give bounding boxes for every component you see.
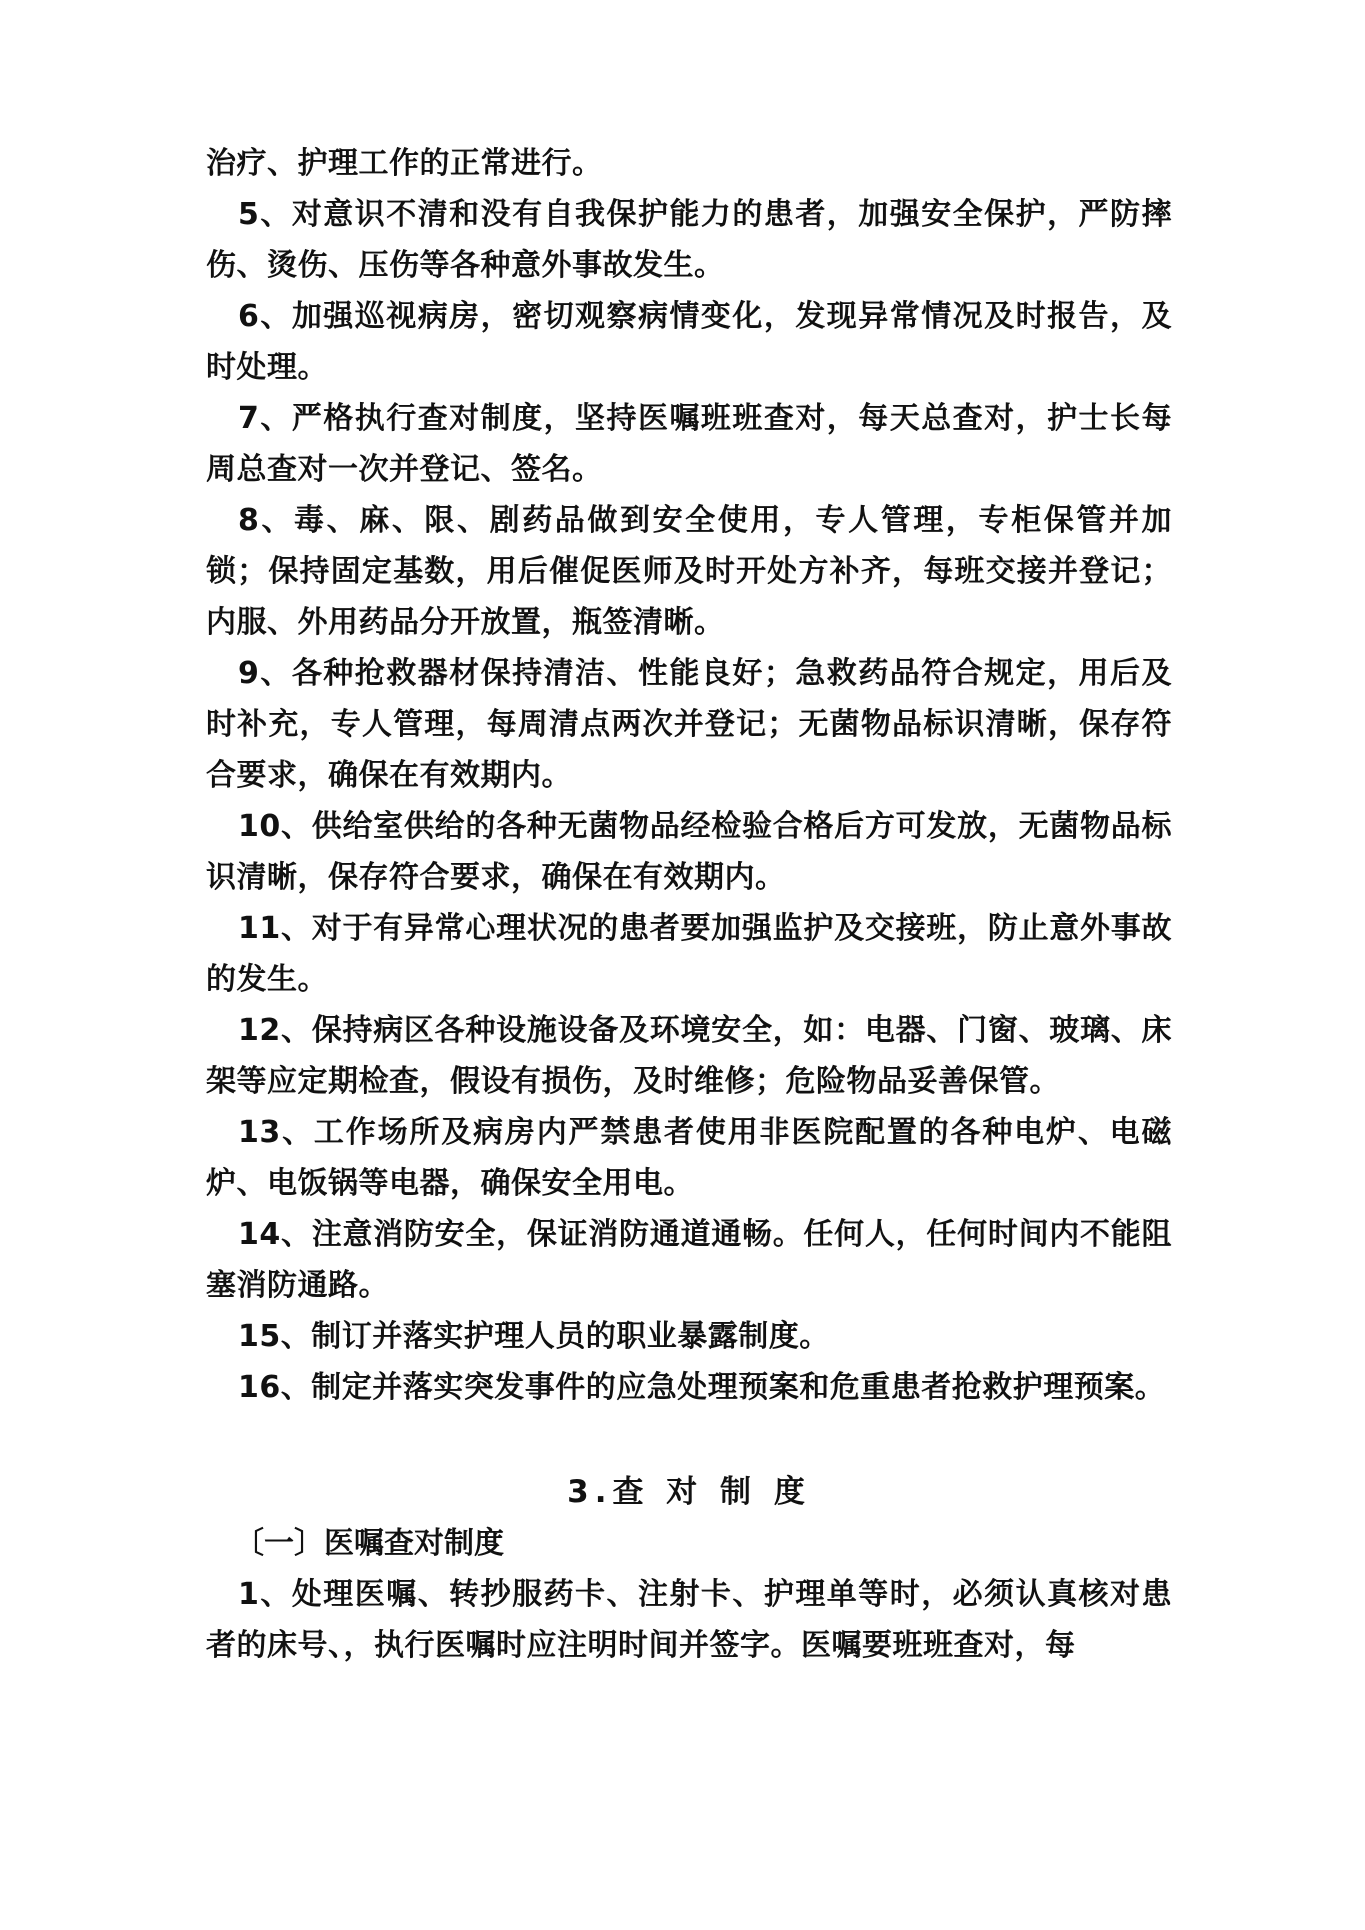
paragraph-item-10: 10、供给室供给的各种无菌物品经检验合格后方可发放，无菌物品标识清晰，保存符合要求，确保在有效期内。 bbox=[206, 809, 1172, 895]
paragraph-item-12: 12、保持病区各种设施设备及环境安全，如：电器、门窗、玻璃、床架等应定期检查，假设有损伤，及时维修；危险物品妥善保管。 bbox=[206, 1013, 1172, 1099]
document-page bbox=[206, 138, 1172, 1671]
paragraph-item-7: 7、严格执行查对制度，坚持医嘱班班查对，每天总查对，护士长每周总查对一次并登记、签名。 bbox=[206, 401, 1172, 487]
paragraph-item-5: 5、对意识不清和没有自我保护能力的患者，加强安全保护，严防摔伤、烫伤、压伤等各种意外事故发生。 bbox=[206, 197, 1172, 283]
paragraph-item-11: 11、对于有异常心理状况的患者要加强监护及交接班，防止意外事故的发生。 bbox=[206, 911, 1172, 997]
section-heading: 3.查 对 制 度 bbox=[567, 1474, 811, 1510]
paragraph-item-1: 1、处理医嘱、转抄服药卡、注射卡、护理单等时，必须认真核对患者的床号、，执行医嘱时应注明时间并签字。医嘱要班班查对，每 bbox=[206, 1577, 1172, 1663]
paragraph-item-16: 16、制定并落实突发事件的应急处理预案和危重患者抢救护理预案。 bbox=[238, 1370, 1166, 1405]
paragraph-item-8: 8、毒、麻、限、剧药品做到安全使用，专人管理，专柜保管并加锁；保持固定基数，用后催促医师及时开处方补齐，每班交接并登记；内服、外用药品分开放置，瓶签清晰。 bbox=[206, 503, 1172, 640]
subsection-heading: 〔一〕医嘱查对制度 bbox=[234, 1526, 504, 1561]
paragraph-item-6: 6、加强巡视病房，密切观察病情变化，发现异常情况及时报告，及时处理。 bbox=[206, 299, 1172, 385]
paragraph-item-13: 13、工作场所及病房内严禁患者使用非医院配置的各种电炉、电磁炉、电饭锅等电器，确保安全用电。 bbox=[206, 1115, 1172, 1201]
paragraph-item-9: 9、各种抢救器材保持清洁、性能良好；急救药品符合规定，用后及时补充，专人管理，每周清点两次并登记；无菌物品标识清晰，保存符合要求，确保在有效期内。 bbox=[206, 656, 1172, 793]
paragraph-item-15: 15、制订并落实护理人员的职业暴露制度。 bbox=[238, 1319, 830, 1354]
paragraph-continuation: 治疗、护理工作的正常进行。 bbox=[206, 146, 603, 181]
paragraph-item-14: 14、注意消防安全，保证消防通道通畅。任何人，任何时间内不能阻塞消防通路。 bbox=[206, 1217, 1172, 1303]
